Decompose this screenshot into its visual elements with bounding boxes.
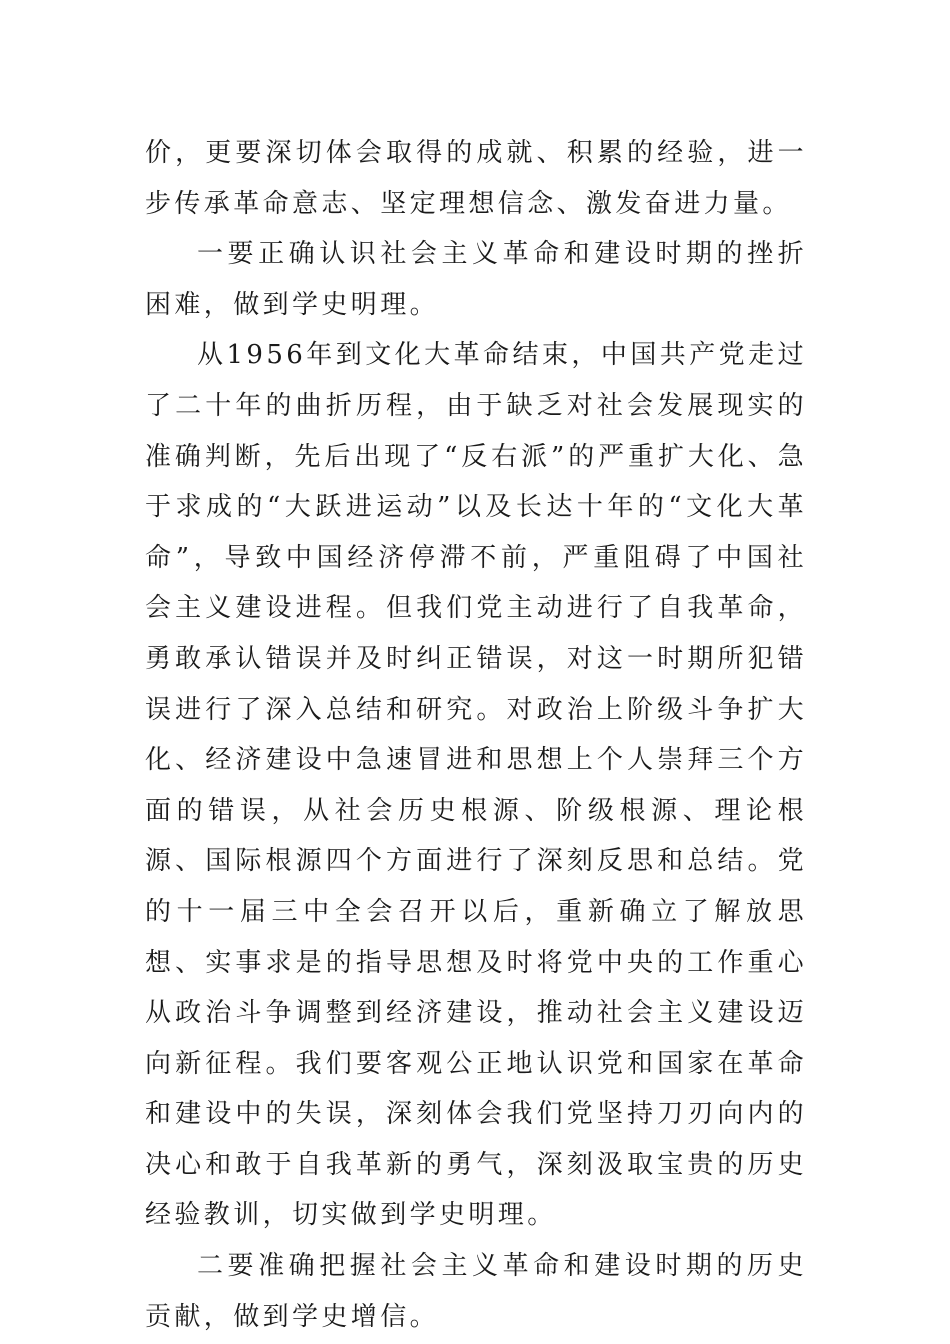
paragraph-continued: 价，更要深切体会取得的成就、积累的经验，进一步传承革命意志、坚定理想信念、激发奋进力量。	[145, 138, 807, 219]
paragraph-body: 从1956年到文化大革命结束，中国共产党走过了二十年的曲折历程，由于缺乏对社会发展现实的准确判断，先后出现了“反右派”的严重扩大化、急于求成的“大跃进运动”以及长达十年的“文化大革命”，导致中国经济停滞不前，严重阻碍了中国社会主义建设进程。但我们党主动进行了自我革命，勇敢承认错误并及时纠正错误，对这一时期所犯错误进行了深入总结和研究。对政治上阶级斗争扩大化、经济建设中急速冒进和思想上个人崇拜三个方面的错误，从社会历史根源、阶级根源、理论根源、国际根源四个方面进行了深刻反思和总结。党的十一届三中全会召开以后，重新确立了解放思想、实事求是的指导思想及时将党中央的工作重心从政治斗争调整到经济建设，推动社会主义建设迈向新征程。我们要客观公正地认识党和国家在革命和建设中的失误，深刻体会我们党坚持刀刃向内的决心和敢于自我革新的勇气，深刻汲取宝贵的历史经验教训，切实做到学史明理。	[145, 340, 807, 1231]
document-body	[145, 128, 807, 1342]
paragraph-heading-one: 一要正确认识社会主义革命和建设时期的挫折困难，做到学史明理。	[145, 239, 807, 320]
paragraph-heading-two: 二要准确把握社会主义革命和建设时期的历史贡献，做到学史增信。	[145, 1251, 807, 1332]
